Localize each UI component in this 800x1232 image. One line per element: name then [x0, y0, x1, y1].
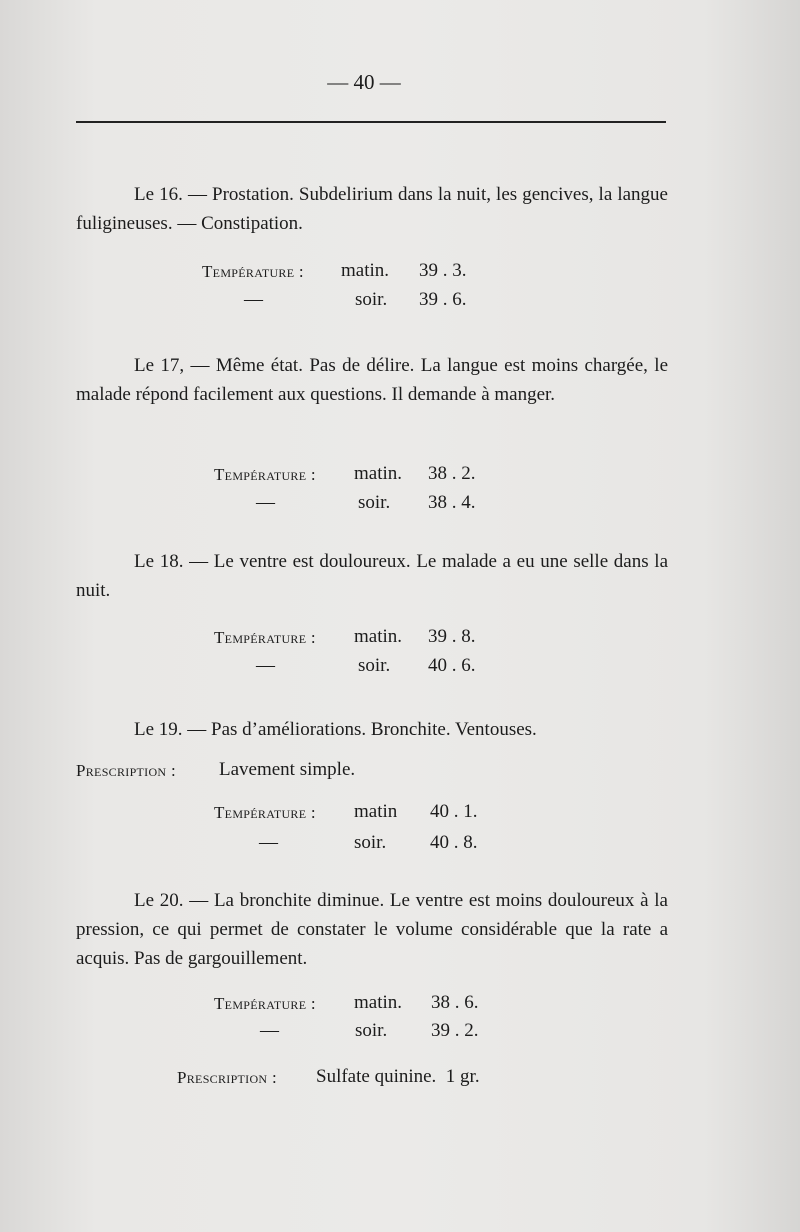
entry-17-text: Le 17, — Même état. Pas de délire. La langue est moins chargée, le malade répond facilement aux questions. Il demande à manger. [76, 355, 668, 405]
entry-16-temperature-label: Température : [202, 262, 304, 281]
entry-16-evening-dash: — [244, 289, 263, 310]
entry-18-evening-dash: — [256, 655, 275, 676]
entry-17-evening-value: 38 . 4. [428, 492, 476, 513]
entry-20-temperature-label: Température : [214, 994, 316, 1013]
entry-20-prescription-text: Sulfate quinine. 1 gr. [316, 1066, 480, 1087]
entry-19-morning-label: matin [354, 801, 398, 822]
entry-17-evening-label: soir. [358, 492, 391, 513]
entry-17-evening-dash: — [256, 492, 275, 513]
entry-18-temperature-label: Température : [214, 628, 316, 647]
entry-20-prescription-label: Prescription : [177, 1068, 277, 1087]
entry-18-morning-label: matin. [354, 626, 403, 647]
entry-19-prescription-label: Prescription : [76, 761, 176, 780]
entry-18-text: Le 18. — Le ventre est douloureux. Le malade a eu une selle dans la nuit. [76, 551, 668, 601]
entry-16-evening-label: soir. [355, 289, 388, 310]
entry-16-morning-label: matin. [341, 260, 390, 281]
entry-17-morning-label: matin. [354, 463, 403, 484]
entry-17-morning-value: 38 . 2. [428, 463, 476, 484]
header-rule [76, 121, 666, 123]
entry-19-evening-value: 40 . 8. [430, 832, 478, 853]
entry-20-morning-value: 38 . 6. [431, 992, 479, 1013]
entry-20-morning-label: matin. [354, 992, 403, 1013]
entry-16-morning-value: 39 . 3. [419, 260, 467, 281]
entry-20-evening-value: 39 . 2. [431, 1020, 479, 1041]
entry-19-temperature-label: Température : [214, 803, 316, 822]
entry-19-evening-label: soir. [354, 832, 387, 853]
entry-18-morning-value: 39 . 8. [428, 626, 476, 647]
entry-16-evening-value: 39 . 6. [419, 289, 467, 310]
entry-17-temperature-label: Température : [214, 465, 316, 484]
entry-20-evening-dash: — [260, 1020, 279, 1041]
entry-18-evening-label: soir. [358, 655, 391, 676]
entry-19-morning-value: 40 . 1. [430, 801, 478, 822]
entry-20-text: Le 20. — La bronchite diminue. Le ventre est moins douloureux à la pression, ce qui permet de constater le volume considérable que la rate a acquis. Pas de gargouillement. [76, 890, 668, 969]
entry-19-prescription-text: Lavement simple. [219, 759, 356, 780]
entry-19-evening-dash: — [259, 832, 278, 853]
entry-16-text: Le 16. — Prostation. Subdelirium dans la nuit, les gencives, la langue fuligineuses. — Constipation. [76, 184, 668, 234]
entry-19-text: Le 19. — Pas d’améliorations. Bronchite. Ventouses. [134, 719, 537, 740]
entry-20-evening-label: soir. [355, 1020, 388, 1041]
entry-18-evening-value: 40 . 6. [428, 655, 476, 676]
page-number: — 40 — [327, 70, 401, 94]
